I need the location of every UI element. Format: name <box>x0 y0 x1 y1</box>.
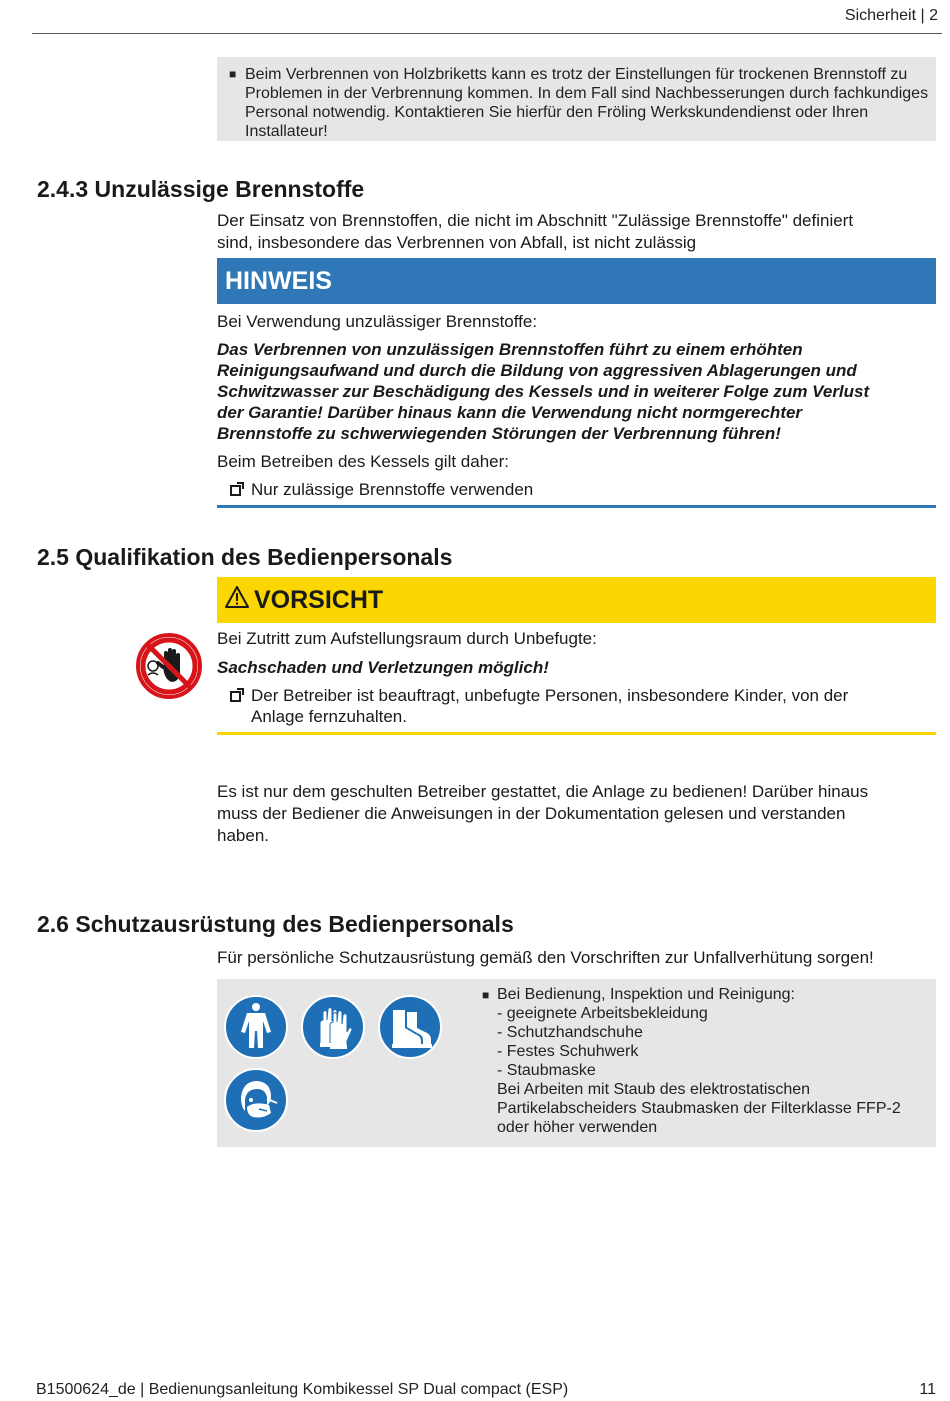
ppe-line: Bei Bedienung, Inspektion und Reinigung: <box>497 986 795 1003</box>
protective-gloves-icon <box>300 994 366 1060</box>
ppe-line: - geeignete Arbeitsbekleidung <box>497 1005 708 1022</box>
ppe-line: - Staubmaske <box>497 1062 596 1079</box>
paragraph-line: Es ist nur dem geschulten Betreiber gestattet, die Anlage zu bedienen! Darüber hinaus <box>217 782 869 801</box>
paragraph-line: Der Einsatz von Brennstoffen, die nicht im Abschnitt "Zulässige Brennstoffe" definiert <box>217 211 854 230</box>
footer-page-number: 11 <box>919 1381 936 1398</box>
notice-rule-lead: Beim Betreiben des Kessels gilt daher: <box>217 452 509 471</box>
notice-consequence-line: der Garantie! Darüber hinaus kann die Verwendung nicht normgerechter <box>217 403 803 422</box>
notice-bottom-rule <box>217 505 936 508</box>
caution-consequence: Sachschaden und Verletzungen möglich! <box>217 658 549 677</box>
notice-consequence-line: Brennstoffe zu schwerwiegenden Störungen der Verbrennung führen! <box>217 424 781 443</box>
safety-boots-icon <box>377 994 443 1060</box>
paragraph-line: sind, insbesondere das Verbrennen von Abfall, ist nicht zulässig <box>217 233 697 252</box>
section-heading-2-4-3: 2.4.3 Unzulässige Brennstoffe <box>37 176 365 202</box>
info-box-text: Beim Verbrennen von Holzbriketts kann es trotz der Einstellungen für trockenen Brennstoff zu Problemen in der Verbrennung kommen. In dem Fall sind Nachbesserungen durch fachkundiges Personal notwendig. Kontaktieren Sie hierfür den Fröling Werkskundendienst oder Ihren Installateur! <box>245 66 929 140</box>
notice-consequence-line: Reinigungsaufwand und durch die Bildung von aggressiven Ablagerungen und <box>217 361 857 380</box>
action-checkbox-icon <box>230 691 241 702</box>
ppe-box <box>217 979 936 1147</box>
notice-consequence-line: Das Verbrennen von unzulässigen Brennstoffen führt zu einem erhöhten <box>217 340 803 359</box>
ppe-line: oder höher verwenden <box>497 1119 658 1136</box>
warning-triangle-icon <box>225 586 249 608</box>
notice-lead: Bei Verwendung unzulässiger Brennstoffe: <box>217 312 538 331</box>
bullet-square-icon: ■ <box>229 67 237 81</box>
caution-action-line: Der Betreiber ist beauftragt, unbefugte Personen, insbesondere Kinder, von der <box>251 686 849 705</box>
header-section-label: Sicherheit | 2 <box>844 7 938 24</box>
ppe-line: - Schutzhandschuhe <box>497 1024 643 1041</box>
paragraph-line: muss der Bediener die Anweisungen in der Dokumentation gelesen und verstanden <box>217 804 846 823</box>
notice-label: HINWEIS <box>225 267 332 295</box>
section-heading-2-6: 2.6 Schutzausrüstung des Bedienpersonals <box>37 911 514 937</box>
caution-bottom-rule <box>217 732 936 735</box>
caution-label: VORSICHT <box>254 586 384 614</box>
ppe-line: Bei Arbeiten mit Staub des elektrostatischen <box>497 1081 811 1098</box>
bullet-square-icon: ■ <box>482 988 490 1002</box>
protective-clothing-icon <box>223 994 289 1060</box>
notice-consequence-line: Schwitzwasser zur Beschädigung des Kessels und in weiterer Folge zum Verlust <box>217 382 870 401</box>
action-checkbox-icon <box>230 485 241 496</box>
header-divider <box>32 33 942 34</box>
dust-mask-icon <box>223 1067 289 1133</box>
caution-lead: Bei Zutritt zum Aufstellungsraum durch Unbefugte: <box>217 629 597 648</box>
section-heading-2-5: 2.5 Qualifikation des Bedienpersonals <box>37 544 453 570</box>
ppe-line: Partikelabscheiders Staubmasken der Filterklasse FFP-2 <box>497 1100 901 1117</box>
footer-document-id: B1500624_de | Bedienungsanleitung Kombikessel SP Dual compact (ESP) <box>36 1381 569 1398</box>
caution-action-line: Anlage fernzuhalten. <box>251 707 407 726</box>
ppe-line: - Festes Schuhwerk <box>497 1043 639 1060</box>
notice-action: Nur zulässige Brennstoffe verwenden <box>251 480 534 499</box>
paragraph-line: Für persönliche Schutzausrüstung gemäß den Vorschriften zur Unfallverhütung sorgen! <box>217 948 874 967</box>
no-unauthorized-access-icon <box>136 633 202 699</box>
info-box <box>217 57 936 141</box>
caution-banner <box>217 577 936 623</box>
paragraph-line: haben. <box>217 826 269 845</box>
notice-banner <box>217 258 936 304</box>
